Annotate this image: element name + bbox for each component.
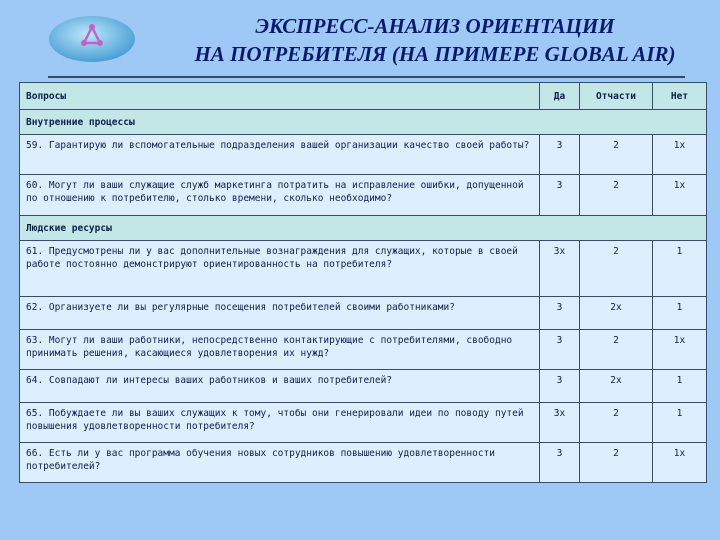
- question-cell: 60. Могут ли ваши служащие служб маркетинга потратить на исправление ошибки, допущенной по отношению к потребителю, столько времени, сколько необходимо?: [20, 175, 540, 216]
- header-questions: Вопросы: [20, 83, 540, 110]
- header-no: Нет: [653, 83, 707, 110]
- partly-cell: 2: [580, 175, 653, 216]
- no-cell: 1: [653, 241, 707, 297]
- question-cell: 59. Гарантирую ли вспомогательные подразделения вашей организации качество своей работы?: [20, 135, 540, 175]
- header-partly: Отчасти: [580, 83, 653, 110]
- partly-cell: 2: [580, 443, 653, 483]
- no-cell: 1: [653, 403, 707, 443]
- table-row: [20, 135, 707, 175]
- title-divider: [48, 76, 685, 78]
- section-row: [20, 110, 707, 135]
- question-cell: 63. Могут ли ваши работники, непосредственно контактирующие с потребителями, свободно принимать решения, касающиеся удовлетворения их нужд?: [20, 330, 540, 370]
- partly-cell: 2х: [580, 370, 653, 403]
- no-cell: 1х: [653, 135, 707, 175]
- logo-icon: [48, 14, 136, 64]
- header-yes: Да: [540, 83, 580, 110]
- table-row: [20, 175, 707, 216]
- yes-cell: 3: [540, 297, 580, 330]
- yes-cell: 3: [540, 330, 580, 370]
- table-row: [20, 403, 707, 443]
- no-cell: 1х: [653, 443, 707, 483]
- question-cell: 65. Побуждаете ли вы ваших служащих к тому, чтобы они генерировали идеи по поводу путей повышения удовлетворенности потребителя?: [20, 403, 540, 443]
- table-row: [20, 330, 707, 370]
- title-line-1: ЭКСПРЕСС-АНАЛИЗ ОРИЕНТАЦИИ: [255, 14, 615, 38]
- section-title: Людские ресурсы: [20, 216, 707, 241]
- yes-cell: 3х: [540, 403, 580, 443]
- question-cell: 66. Есть ли у вас программа обучения новых сотрудников повышению удовлетворенности потребителей?: [20, 443, 540, 483]
- yes-cell: 3: [540, 370, 580, 403]
- no-cell: 1: [653, 370, 707, 403]
- table-row: [20, 297, 707, 330]
- yes-cell: 3х: [540, 241, 580, 297]
- partly-cell: 2: [580, 403, 653, 443]
- partly-cell: 2: [580, 241, 653, 297]
- yes-cell: 3: [540, 135, 580, 175]
- table-row: [20, 443, 707, 483]
- partly-cell: 2: [580, 330, 653, 370]
- no-cell: 1: [653, 297, 707, 330]
- no-cell: 1х: [653, 330, 707, 370]
- questionnaire-table: [19, 82, 707, 483]
- question-cell: 62. Организуете ли вы регулярные посещения потребителей своими работниками?: [20, 297, 540, 330]
- partly-cell: 2х: [580, 297, 653, 330]
- no-cell: 1х: [653, 175, 707, 216]
- question-cell: 64. Совпадают ли интересы ваших работников и ваших потребителей?: [20, 370, 540, 403]
- section-title: Внутренние процессы: [20, 110, 707, 135]
- table-row: [20, 241, 707, 297]
- yes-cell: 3: [540, 175, 580, 216]
- question-cell: 61. Предусмотрены ли у вас дополнительные вознаграждения для служащих, которые в своей работе постоянно демонстрируют ориентированность на потребителя?: [20, 241, 540, 297]
- yes-cell: 3: [540, 443, 580, 483]
- page-title: [150, 12, 720, 68]
- table-row: [20, 370, 707, 403]
- partly-cell: 2: [580, 135, 653, 175]
- title-line-2: НА ПОТРЕБИТЕЛЯ (НА ПРИМЕРЕ GLOBAL AIR): [194, 42, 676, 66]
- section-row: [20, 216, 707, 241]
- table-header-row: [20, 83, 707, 110]
